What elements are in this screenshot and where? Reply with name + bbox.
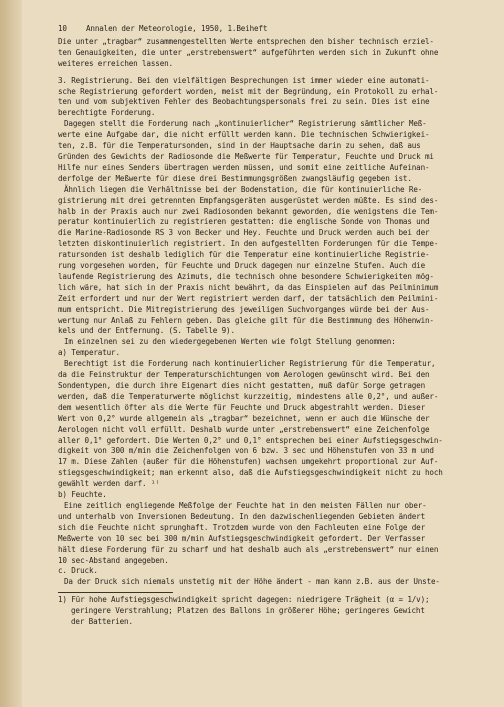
text-line: Hilfe nur eines Senders übertragen werden müssen, und somit eine zeitliche Aufeinan- [58,162,430,172]
text-line: wertung nur Anlaß zu Fehlern geben. Das gleiche gilt für die Bestimmung des Höhenwin- [58,315,434,325]
text-line: Die unter „tragbar“ zusammengestellten Werte entsprechen den bisher technisch erziel- [58,36,434,46]
text-line: sche Registrierung gefordert worden, meist mit der Begründung, ein Protokoll zu erhal- [58,86,439,96]
text-line: Dagegen stellt die Forderung nach „kontinuierlicher“ Registrierung sämtlicher Meß- [64,119,427,129]
text-line: Ähnlich liegen die Verhältnisse bei der Bodenstation, die für kontinuierliche Re- [64,184,423,194]
text-line: laufende Registrierung des Azimuts, die technisch ohne besondere Schwierigkeiten mög- [58,271,434,281]
text-line: hält diese Forderung für zu scharf und hat deshalb auch als „erstrebenswert“ nur einen [58,544,439,554]
text-line: b) Feuchte. [58,490,107,500]
text-line: 3. Registrierung. Bei den vielfältigen Besprechungen ist immer wieder eine automati- [58,75,430,85]
footnote-line: geringere Verstrahlung; Platzen des Ballons in größerer Höhe; geringeres Gewicht [71,606,425,616]
text-line: 10 sec-Abstand angegeben. [58,555,169,565]
text-line: gewählt werden darf. ¹⁾ [58,479,160,489]
footnote-line: 1) Für hohe Aufstiegsgeschwindigkeit spricht dagegen: niedrigere Trägheit (α = 1/v); [58,595,430,605]
text-line: berechtigte Forderung. [58,108,156,118]
footnotes [58,595,488,628]
text-line: halb in der Praxis auch nur zwei Radiosonden bekannt geworden, die wenigstens die Tem- [58,206,439,216]
text-line: werte eine Aufgabe dar, die nicht erfüllt werden kann. Die technischen Schwierigkei- [58,130,430,140]
text-line: 17 m. Diese Zahlen (außer für die Höhenstufen) wachsen umgekehrt proportional zur Auf- [58,457,439,467]
footnote-line: der Batterien. [71,617,133,627]
body-text [58,37,488,588]
text-line: lich wäre, hat sich in der Praxis nicht bewährt, da das Einspielen auf das Peilminimum [58,282,439,292]
text-line: ratursonden ist deshalb lediglich für die Temperatur eine kontinuierliche Registrie- [58,250,430,260]
text-line: gistrierung mit drei getrennten Empfangsgeräten ausgerüstet werden müßte. Es sind des- [58,195,439,205]
text-line: Wert von 0,2° wurde allgemein als „tragbar“ bezeichnet, wenn er auch die Wünsche der [58,413,430,423]
text-line: letzten diskontinuierlich registriert. In den aufgestellten Forderungen für die Tempe- [58,239,439,249]
text-line: stiegsgeschwindigkeit; man erkennt also, daß die Aufstiegsgeschwindigkeit nicht zu hoch [58,468,443,478]
text-line: Da der Druck sich niemals unstetig mit der Höhe ändert - man kann z.B. aus der Unste- [64,577,440,587]
text-line: und unterhalb von Inversionen Bedeutung. In den dazwischenliegenden Gebieten ändert [58,511,426,521]
text-line: digkeit von 300 m/min die Zeichenfolgen von 6 bzw. 3 sec und Höhenstufen von 33 m und [58,446,434,456]
text-line: Eine zeitlich engliegende Meßfolge der Feuchte hat in den meisten Fällen nur ober- [64,500,427,510]
text-line: werden, daß die Temperaturwerte möglichst kurzzeitig, mindestens alle 0,2°, und außer- [58,391,439,401]
text-line: Berechtigt ist die Forderung nach kontinuierlicher Registrierung für die Temperatur, [64,359,436,369]
text-line: sich die Feuchte nicht sprunghaft. Trotzdem wurde von den Fachleuten eine Folge der [58,522,426,532]
text-line: Aerologen nicht voll erfüllt. Deshalb wurde unter „erstrebenswert“ eine Zeichenfolge [58,424,430,434]
text-line: rung vorgesehen worden, für Feuchte und Druck dagegen nur einzelne Stufen. Auch die [58,261,426,271]
page-header [58,24,488,35]
text-line: Meßwerte von 10 sec bei 300 m/min Aufstiegsgeschwindigkeit gefordert. Der Verfasser [58,533,426,543]
text-line: Gründen des Gewichts der Radiosonde die Meßwerte für Temperatur, Feuchte und Druck mi [58,151,434,161]
text-line: Sondentypen, die durch ihre Eigenart dies nicht gestatten, muß dafür Sorge getragen [58,381,426,390]
text-line: a) Temperatur. [58,348,120,358]
text-line: ten Genauigkeiten, die unter „erstrebenswert“ aufgeführten werden sich in Zukunft ohne [58,47,439,57]
text-line: aller 0,1° gefordert. Die Werten 0,2° und 0,1° entsprechen bei einer Aufstiegsgeschwin- [58,435,443,445]
text-line: Im einzelnen sei zu den wiedergegebenen Werten wie folgt Stellung genommen: [64,337,396,347]
text-line: peratur kontinuierlich zu registrieren gestatten: die englische Sonde von Thomas und [58,217,430,227]
text-line: Zeit erfordert und nur der Wert registriert werden darf, der tatsächlich dem Peilmini- [58,293,439,303]
text-line: kels und der Entfernung. (S. Tabelle 9). [58,326,235,336]
footnote-rule [58,592,173,593]
text-line: dem wesentlich öfter als die Werte für Feuchte und Druck abgestrahlt werden. Dieser [58,402,426,412]
page-number: 10 [58,24,67,33]
text-line: ten, z.B. für die Temperatursonden, sind in der Hauptsache darin zu sehen, daß aus [58,141,421,151]
running-title: Annalen der Meteorologie, 1950, 1.Beiheft [86,24,268,33]
text-line: c. Druck. [58,566,98,576]
text-line: weiteres erreichen lassen. [58,58,173,68]
text-line: ten und vom subjektiven Fehler des Beobachtungspersonals frei zu sein. Dies ist eine [58,97,430,107]
text-line: da die Feinstruktur der Temperaturschichtungen vom Aerologen gewünscht wird. Bei den [58,370,430,380]
text-line: derfolge der Meßwerte für diese drei Bestimmungsgrößen zwangsläufig gegeben ist. [58,173,412,183]
text-line: mum entspricht. Die Mitregistrierung des jeweiligen Suchvorganges würde bei der Aus- [58,304,430,314]
text-line: die Marine-Radiosonde RS 3 von Becker und Hey. Feuchte und Druck werden auch bei der [58,228,430,238]
